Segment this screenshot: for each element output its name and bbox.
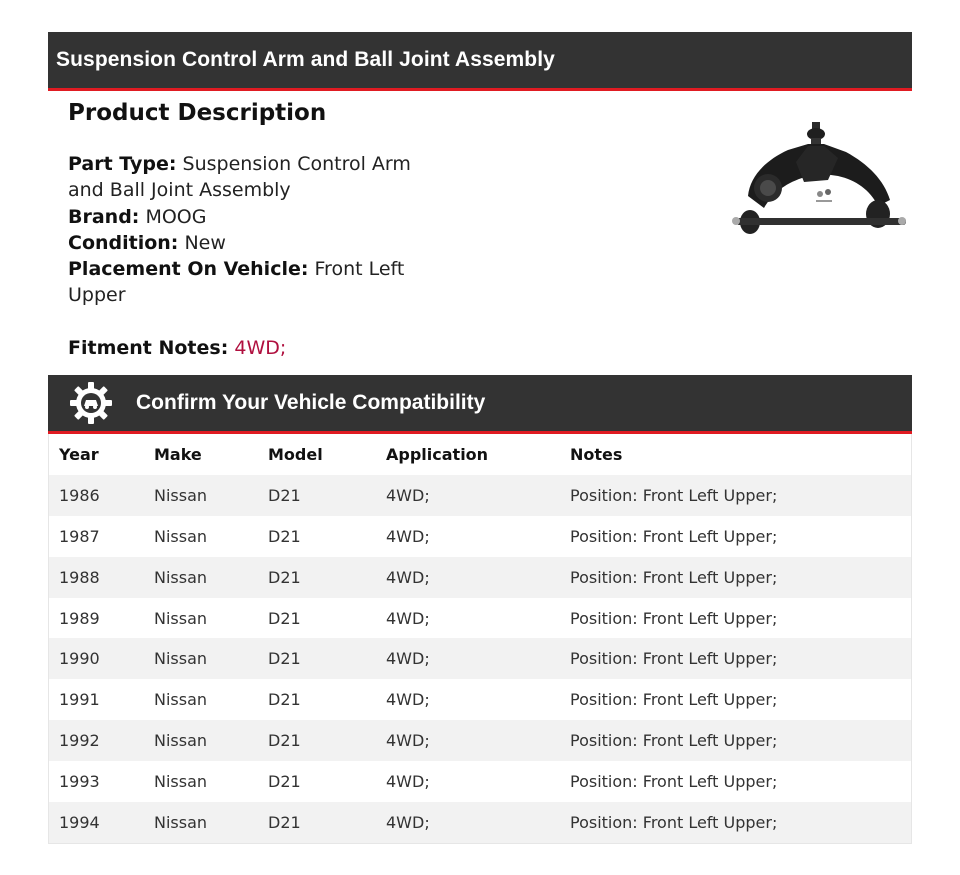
cell-application: 4WD; <box>386 567 430 587</box>
cell-model: D21 <box>268 649 301 669</box>
column-header-application: Application <box>386 444 489 464</box>
spec-value: Suspension Control Arm and Ball Joint Assembly <box>68 153 411 202</box>
cell-make: Nissan <box>154 649 208 669</box>
spec-list <box>68 151 668 309</box>
table-row <box>49 598 911 639</box>
table-row <box>49 516 911 557</box>
cell-application: 4WD; <box>386 608 430 628</box>
fitment-notes <box>68 335 668 361</box>
spec-brand <box>68 204 438 230</box>
cell-application: 4WD; <box>386 772 430 792</box>
cell-application: 4WD; <box>386 812 430 832</box>
cell-application: 4WD; <box>386 526 430 546</box>
cell-model: D21 <box>268 567 301 587</box>
spec-value: New <box>184 231 226 254</box>
cell-notes: Position: Front Left Upper; <box>570 526 778 546</box>
cell-application: 4WD; <box>386 649 430 669</box>
cell-model: D21 <box>268 731 301 751</box>
cell-year: 1988 <box>59 567 100 587</box>
table-row <box>49 761 911 802</box>
table-row <box>49 638 911 679</box>
compatibility-title: Confirm Your Vehicle Compatibility <box>136 391 486 414</box>
gear-car-icon <box>69 381 113 425</box>
compatibility-header <box>48 375 912 434</box>
fitment-label: Fitment Notes: <box>68 336 229 359</box>
cell-notes: Position: Front Left Upper; <box>570 649 778 669</box>
product-description-heading: Product Description <box>68 100 327 126</box>
cell-make: Nissan <box>154 485 208 505</box>
spec-label: Part Type: <box>68 153 177 175</box>
spec-label: Placement On Vehicle: <box>68 258 309 281</box>
cell-model: D21 <box>268 485 301 505</box>
cell-make: Nissan <box>154 526 208 546</box>
table-row <box>49 557 911 598</box>
cell-notes: Position: Front Left Upper; <box>570 690 778 710</box>
spec-value: MOOG <box>145 205 207 228</box>
spec-value: Front Left Upper <box>68 258 405 307</box>
product-description-section <box>68 96 668 361</box>
cell-model: D21 <box>268 608 301 628</box>
cell-model: D21 <box>268 812 301 832</box>
spec-label: Condition: <box>68 231 179 254</box>
table-row <box>49 475 911 516</box>
cell-notes: Position: Front Left Upper; <box>570 567 778 587</box>
cell-year: 1987 <box>59 526 100 546</box>
table-row <box>49 679 911 720</box>
spec-part-type <box>68 151 438 204</box>
cell-year: 1990 <box>59 649 100 669</box>
cell-model: D21 <box>268 526 301 546</box>
cell-make: Nissan <box>154 731 208 751</box>
column-header-make: Make <box>154 444 202 464</box>
cell-make: Nissan <box>154 608 208 628</box>
cell-application: 4WD; <box>386 690 430 710</box>
cell-notes: Position: Front Left Upper; <box>570 608 778 628</box>
fitment-value: 4WD; <box>234 336 287 359</box>
cell-year: 1994 <box>59 812 100 832</box>
control-arm-product-image <box>728 118 908 253</box>
spec-placement <box>68 256 438 309</box>
cell-year: 1993 <box>59 772 100 792</box>
table-row <box>49 802 911 843</box>
cell-model: D21 <box>268 690 301 710</box>
product-title-banner <box>48 32 912 91</box>
cell-notes: Position: Front Left Upper; <box>570 485 778 505</box>
cell-make: Nissan <box>154 772 208 792</box>
cell-year: 1991 <box>59 690 100 710</box>
spec-condition <box>68 230 438 256</box>
cell-year: 1992 <box>59 731 100 751</box>
column-header-year: Year <box>59 444 99 464</box>
column-header-notes: Notes <box>570 444 623 464</box>
table-header-row <box>49 434 911 475</box>
cell-model: D21 <box>268 772 301 792</box>
cell-application: 4WD; <box>386 731 430 751</box>
spec-label: Brand: <box>68 205 140 228</box>
cell-make: Nissan <box>154 690 208 710</box>
table-row <box>49 720 911 761</box>
cell-notes: Position: Front Left Upper; <box>570 812 778 832</box>
cell-application: 4WD; <box>386 485 430 505</box>
cell-make: Nissan <box>154 812 208 832</box>
product-title: Suspension Control Arm and Ball Joint Assembly <box>56 48 555 71</box>
cell-notes: Position: Front Left Upper; <box>570 772 778 792</box>
cell-year: 1986 <box>59 485 100 505</box>
cell-notes: Position: Front Left Upper; <box>570 731 778 751</box>
column-header-model: Model <box>268 444 323 464</box>
cell-year: 1989 <box>59 608 100 628</box>
compatibility-table <box>48 434 912 844</box>
cell-make: Nissan <box>154 567 208 587</box>
